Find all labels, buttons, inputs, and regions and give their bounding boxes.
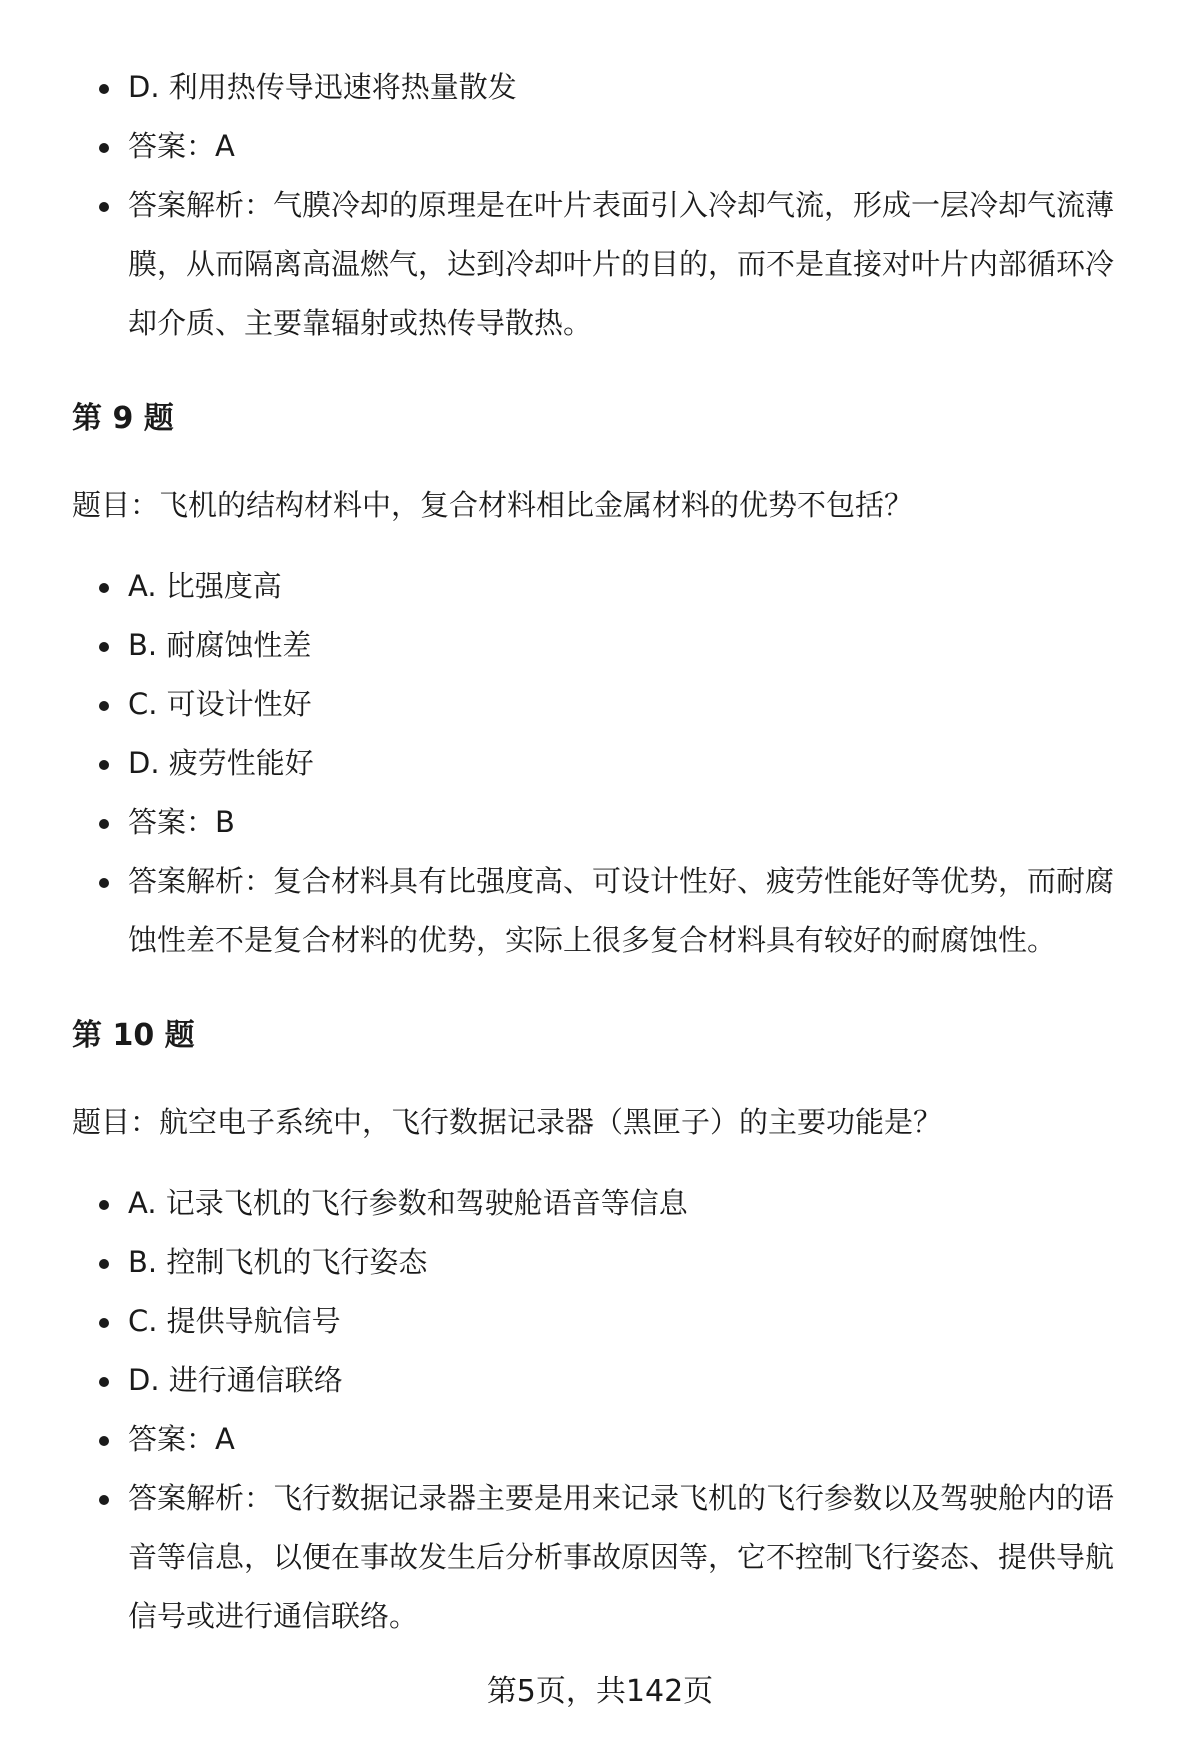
- answer-item: 答案：A: [72, 117, 1142, 176]
- question-heading: 第 9 题: [72, 401, 174, 436]
- page-content: [72, 58, 1142, 1646]
- explanation-item: 答案解析：飞行数据记录器主要是用来记录飞机的飞行参数以及驾驶舱内的语音等信息，以便在事故发生后分析事故原因等，它不控制飞行姿态、提供导航信号或进行通信联络。: [72, 1469, 1142, 1646]
- question-block-10: [72, 1016, 1142, 1646]
- option-item: A. 记录飞机的飞行参数和驾驶舱语音等信息: [72, 1174, 1142, 1233]
- answer-item: 答案：B: [72, 793, 1142, 852]
- explanation-item: 答案解析：复合材料具有比强度高、可设计性好、疲劳性能好等优势，而耐腐蚀性差不是复合材料的优势，实际上很多复合材料具有较好的耐腐蚀性。: [72, 852, 1142, 970]
- option-item: D. 进行通信联络: [72, 1351, 1142, 1410]
- options-list: [72, 1174, 1142, 1646]
- answer-item: 答案：A: [72, 1410, 1142, 1469]
- page-number-footer: 第5页，共142页: [486, 1674, 714, 1709]
- question-block-9: [72, 399, 1142, 970]
- explanation-item: 答案解析：气膜冷却的原理是在叶片表面引入冷却气流，形成一层冷却气流薄膜，从而隔离高温燃气，达到冷却叶片的目的，而不是直接对叶片内部循环冷却介质、主要靠辐射或热传导散热。: [72, 176, 1142, 353]
- question-heading: 第 10 题: [72, 1018, 195, 1053]
- options-list: [72, 557, 1142, 970]
- option-item: D. 疲劳性能好: [72, 734, 1142, 793]
- option-item: B. 控制飞机的飞行姿态: [72, 1233, 1142, 1292]
- continuation-list: [72, 58, 1142, 353]
- option-item: C. 可设计性好: [72, 675, 1142, 734]
- question-prompt: 题目：飞机的结构材料中，复合材料相比金属材料的优势不包括？: [72, 488, 914, 522]
- question-prompt: 题目：航空电子系统中，飞行数据记录器（黑匣子）的主要功能是？: [72, 1105, 943, 1139]
- option-item: C. 提供导航信号: [72, 1292, 1142, 1351]
- option-item: A. 比强度高: [72, 557, 1142, 616]
- option-item: D. 利用热传导迅速将热量散发: [72, 58, 1142, 117]
- option-item: B. 耐腐蚀性差: [72, 616, 1142, 675]
